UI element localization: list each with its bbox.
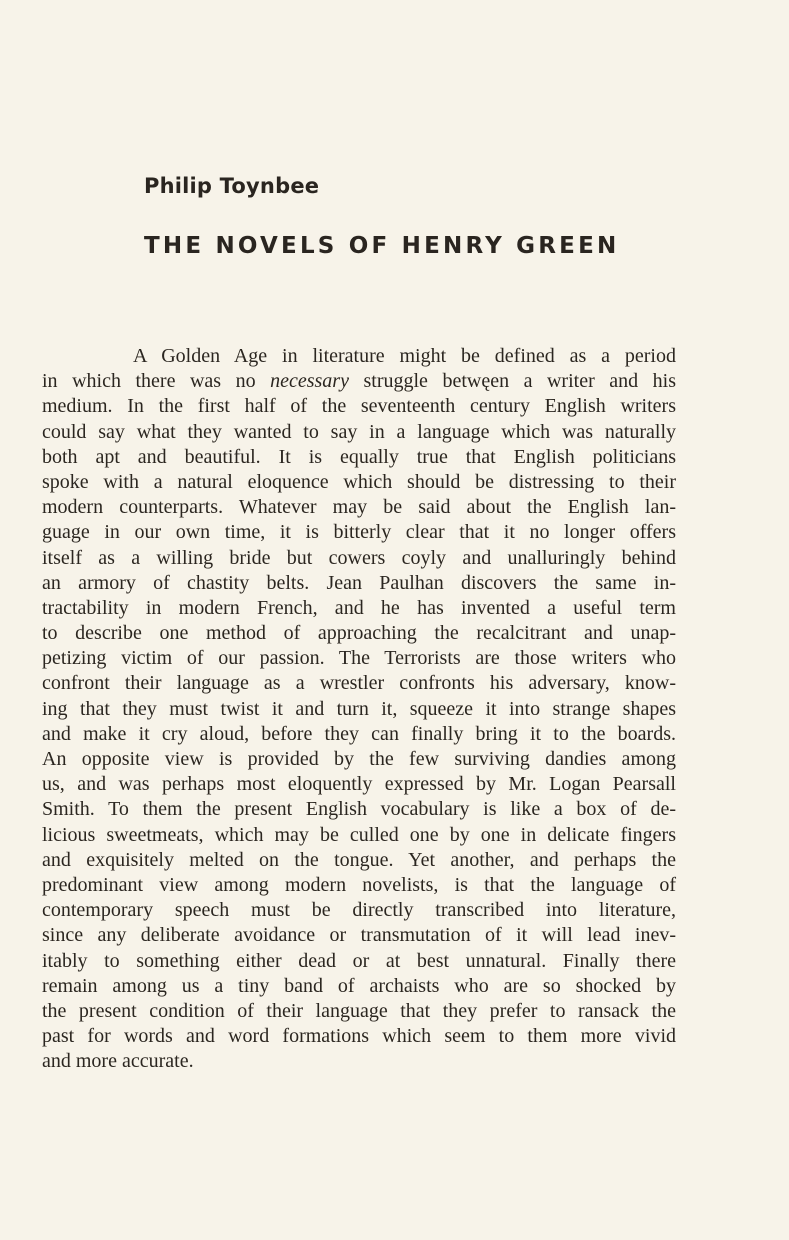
text-line: both apt and beautiful. It is equally true that English politicians <box>42 445 676 468</box>
author-name: Philip Toynbee <box>144 174 320 198</box>
text-line: predominant view among modern novelists, is that the language of <box>42 873 676 896</box>
text-line: and make it cry aloud, before they can finally bring it to the boards. <box>42 722 676 745</box>
text-line: could say what they wanted to say in a language which was naturally <box>42 420 676 443</box>
text-line: and exquisitely melted on the tongue. Yet another, and perhaps the <box>42 848 676 871</box>
text-line: remain among us a tiny band of archaists who are so shocked by <box>42 974 676 997</box>
text-line: itself as a willing bride but cowers coyly and unalluringly behind <box>42 546 676 569</box>
text-line: an armory of chastity belts. Jean Paulhan discovers the same in- <box>42 571 676 594</box>
text-line: petizing victim of our passion. The Terrorists are those writers who <box>42 647 676 670</box>
text-line: itably to something either dead or at best unnatural. Finally there <box>42 949 676 972</box>
text-line: Smith. To them the present English vocabulary is like a box of de- <box>42 798 676 821</box>
text-line: and more accurate. <box>42 1050 194 1073</box>
text-line: medium. In the first half of the seventeenth century English writers <box>42 395 676 418</box>
text-line: contemporary speech must be directly transcribed into literature, <box>42 899 676 922</box>
text-line: A Golden Age in literature might be defined as a period <box>133 345 676 367</box>
text-line: spoke with a natural eloquence which should be distressing to their <box>42 470 676 493</box>
essay-paragraph <box>42 344 676 1074</box>
text-line: since any deliberate avoidance or transmutation of it will lead inev- <box>42 924 676 947</box>
text-line: tractability in modern French, and he has invented a useful term <box>42 596 676 619</box>
text-line: An opposite view is provided by the few surviving dandies among <box>42 748 676 770</box>
text-line: licious sweetmeats, which may be culled one by one in delicate fingers <box>42 823 676 846</box>
text-line: past for words and word formations which seem to them more vivid <box>42 1025 676 1048</box>
text-line: us, and was perhaps most eloquently expressed by Mr. Logan Pearsall <box>42 773 676 796</box>
text-line: confront their language as a wrestler confronts his adversary, know- <box>42 672 676 695</box>
text-line: in which there was no necessary struggle betwęen a writer and his <box>42 370 676 393</box>
text-line: ing that they must twist it and turn it, squeeze it into strange shapes <box>42 697 676 720</box>
text-line: to describe one method of approaching the recalcitrant and unap- <box>42 622 676 645</box>
text-line: the present condition of their language that they prefer to ransack the <box>42 999 676 1022</box>
text-line: modern counterparts. Whatever may be said about the English lan- <box>42 496 676 519</box>
emphasis: necessary <box>270 370 349 393</box>
text-line: guage in our own time, it is bitterly clear that it no longer offers <box>42 521 676 544</box>
essay-title: THE NOVELS OF HENRY GREEN <box>144 233 620 259</box>
